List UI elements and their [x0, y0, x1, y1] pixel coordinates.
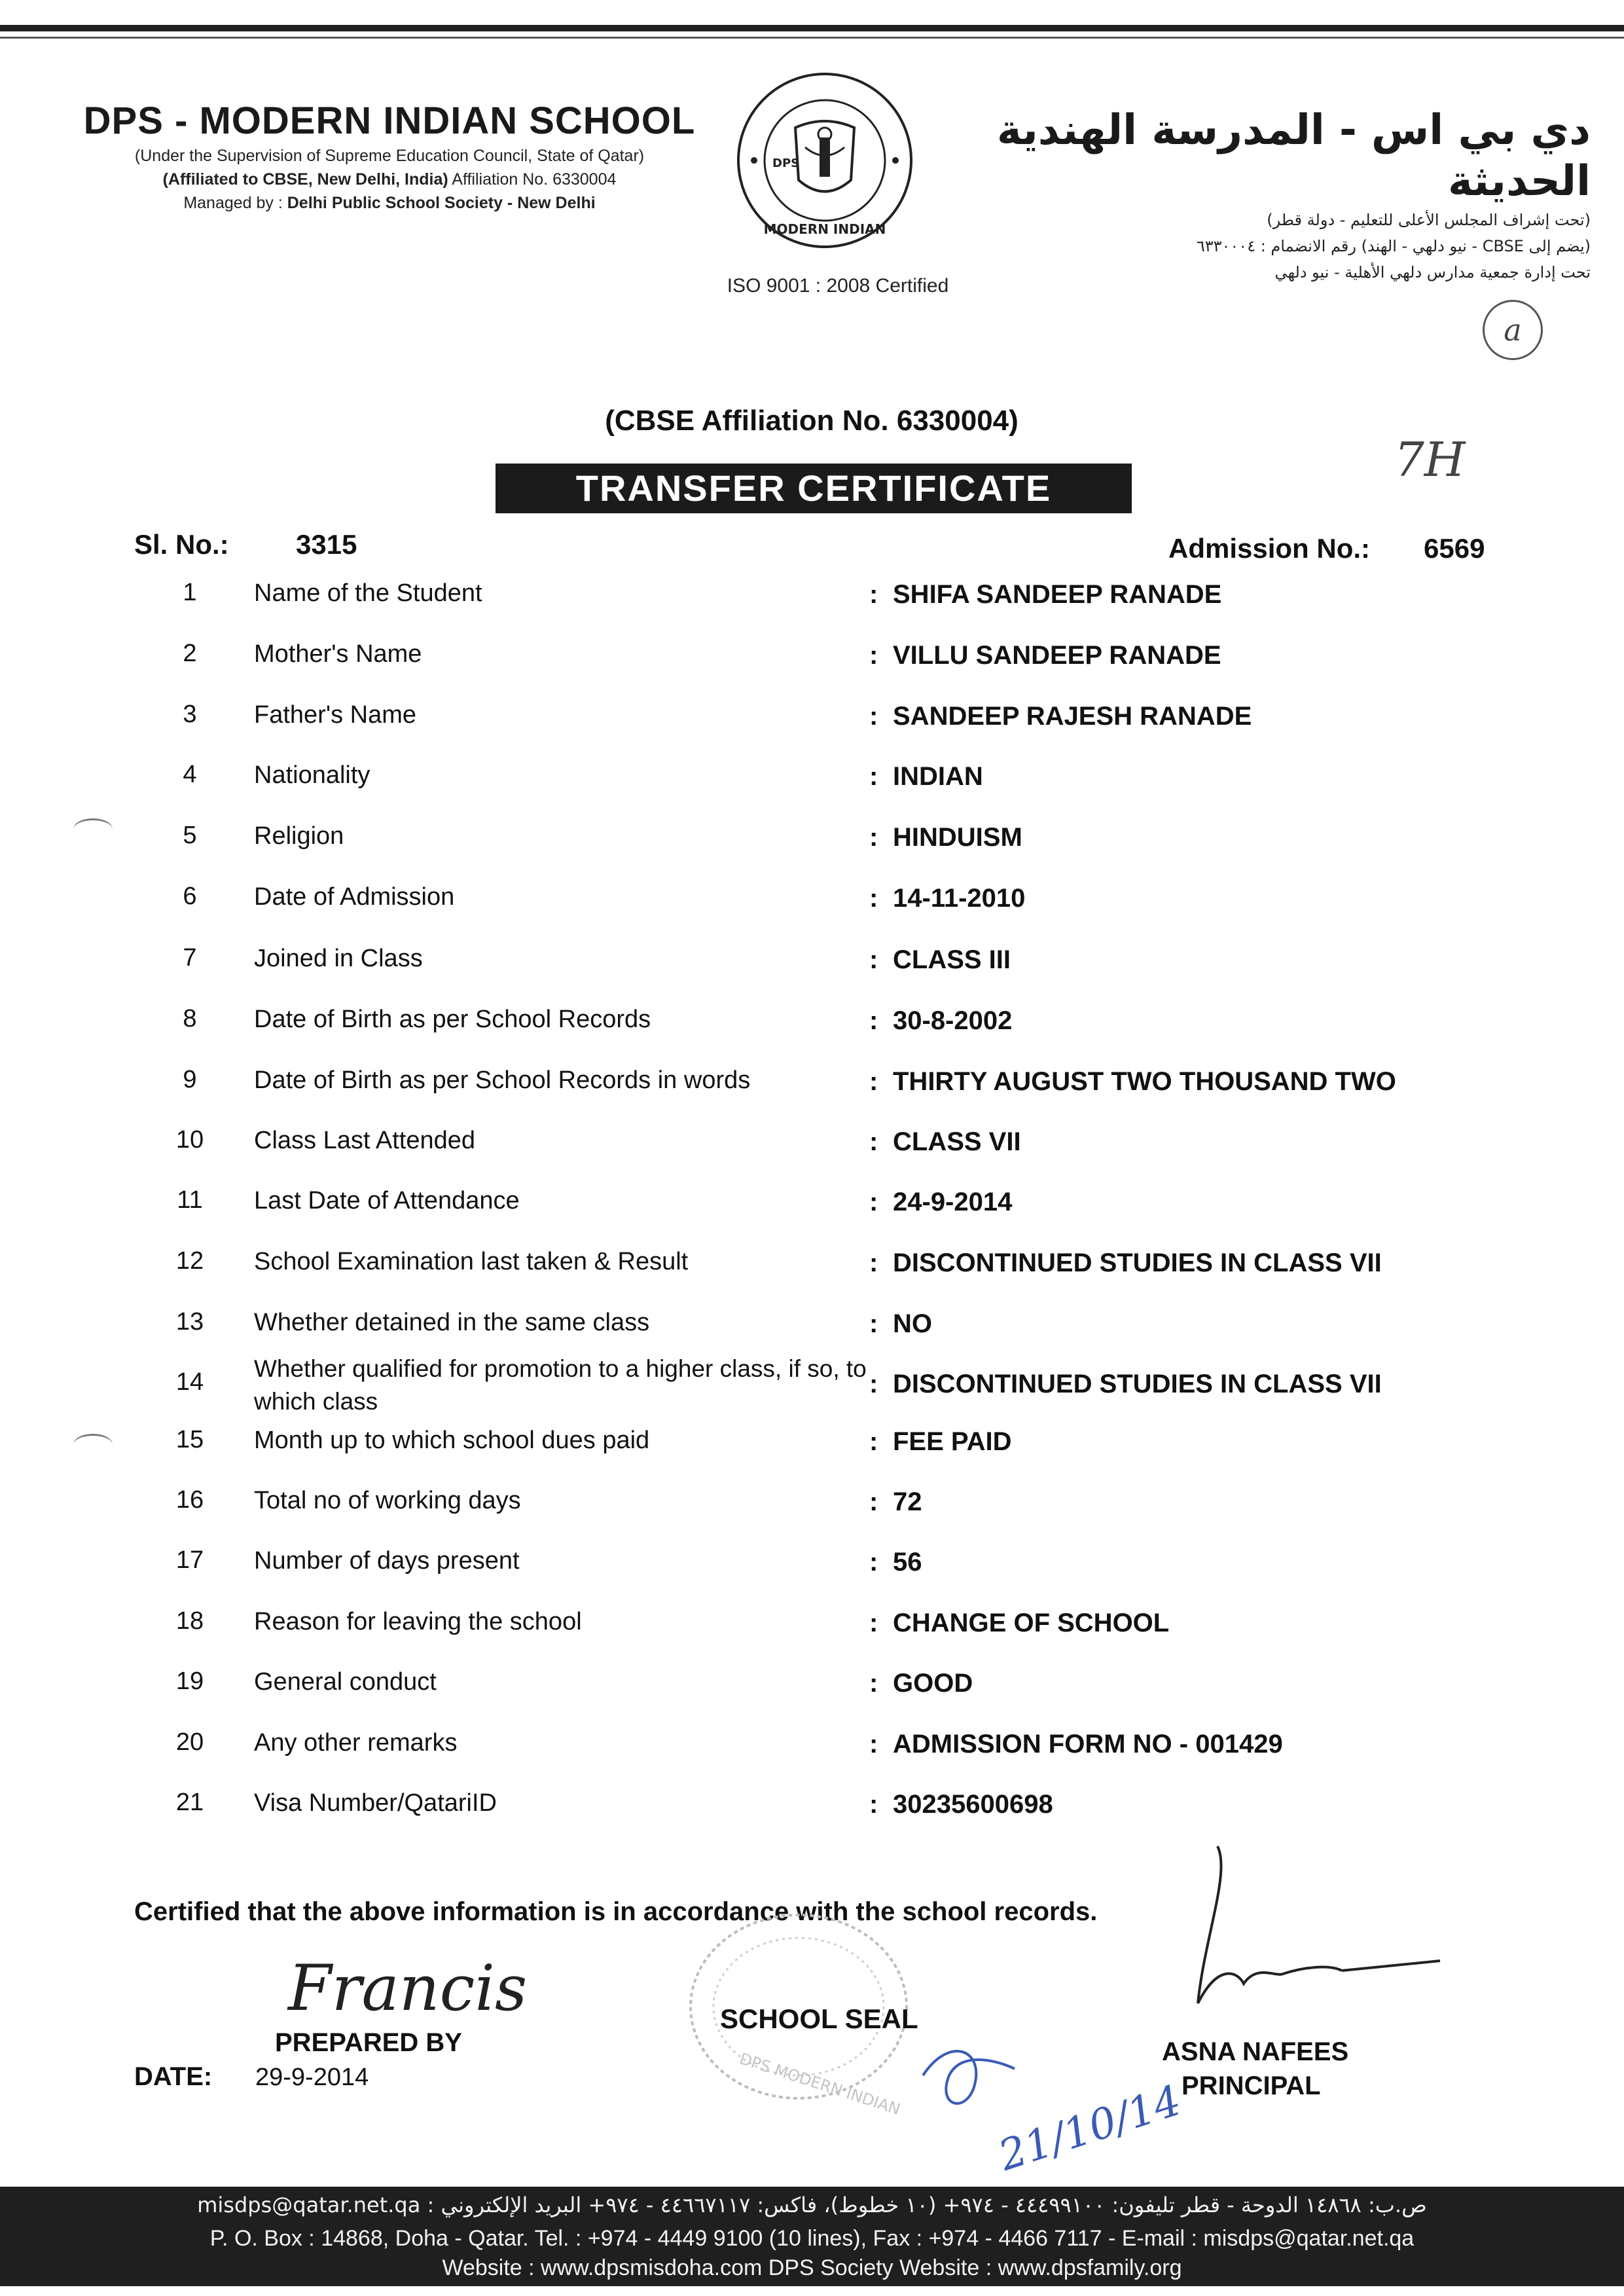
- row-label: Class Last Attended: [254, 1127, 475, 1154]
- row-number: 20: [175, 1728, 204, 1756]
- row-label: Religion: [254, 822, 344, 850]
- arabic-affiliation: (يضم إلى CBSE - نيو دلهي - الهند) رقم الانضمام : ٦٣٣٠٠٠٤: [1196, 237, 1591, 255]
- row-label: Visa Number/QatariID: [254, 1789, 497, 1817]
- row-number: 19: [175, 1667, 204, 1695]
- row-number: 3: [183, 701, 197, 728]
- row-colon: :: [869, 1548, 878, 1576]
- footer-websites: Website : www.dpsmisdoha.com DPS Society Website : www.dpsfamily.org: [442, 2255, 1182, 2280]
- school-name: DPS - MODERN INDIAN SCHOOL: [83, 100, 696, 142]
- row-label: Reason for leaving the school: [254, 1608, 582, 1635]
- row-number: 21: [175, 1789, 204, 1816]
- arabic-supervision: (تحت إشراف المجلس الأعلى للتعليم - دولة قطر): [1267, 211, 1591, 229]
- row-date-of-birth: [0, 997, 1624, 1049]
- row-promotion: [0, 1355, 1624, 1415]
- serial-number-value: 3315: [296, 529, 357, 560]
- row-joined-class: [0, 936, 1624, 989]
- row-colon: :: [869, 945, 878, 974]
- school-seal-label: SCHOOL SEAL: [720, 2003, 918, 2034]
- row-date-of-birth-words: [0, 1058, 1624, 1110]
- svg-text:Francis: Francis: [288, 1952, 528, 2025]
- row-value: 72: [893, 1487, 922, 1516]
- row-label: School Examination last taken & Result: [254, 1248, 689, 1275]
- row-colon: :: [869, 580, 878, 609]
- row-colon: :: [869, 1790, 878, 1819]
- row-number: 16: [175, 1486, 204, 1514]
- row-value: THIRTY AUGUST TWO THOUSAND TWO: [893, 1067, 1396, 1096]
- arabic-managed-by: تحت إدارة جمعية مدارس دلهي الأهلية - نيو دلهي: [1274, 263, 1591, 282]
- row-visa-qatari-id: [0, 1781, 1624, 1833]
- school-name-arabic: دي بي اس - المدرسة الهندية الحديثة: [996, 106, 1591, 206]
- row-label: Whether qualified for promotion to a higher class, if so, to which class: [254, 1355, 867, 1415]
- row-colon: :: [869, 1609, 878, 1637]
- row-value: INDIAN: [893, 762, 983, 791]
- row-number: 7: [183, 944, 197, 972]
- handwritten-class-mark: 7H: [1394, 432, 1466, 487]
- row-value: 24-9-2014: [893, 1188, 1013, 1216]
- svg-text:21/10/14: 21/10/14: [993, 2076, 1187, 2181]
- row-label: Joined in Class: [254, 945, 423, 972]
- row-colon: :: [869, 884, 878, 913]
- row-last-date-attendance: [0, 1178, 1624, 1231]
- row-label: Date of Birth as per School Records: [254, 1006, 651, 1033]
- row-colon: :: [869, 762, 878, 791]
- row-label: Name of the Student: [254, 579, 482, 607]
- certification-statement: Certified that the above information is in accordance with the school records.: [134, 1897, 1098, 1926]
- row-reason-leaving: [0, 1599, 1624, 1652]
- row-colon: :: [869, 1006, 878, 1035]
- row-value: 14-11-2010: [893, 884, 1026, 913]
- row-number: 14: [175, 1368, 204, 1396]
- footer-contact: P. O. Box : 14868, Doha - Qatar. Tel. : +974 - 4449 9100 (10 lines), Fax : +974 - 4466 7117 - E-mail : misdps@qatar.net.qa: [209, 2226, 1415, 2251]
- row-colon: :: [869, 1127, 878, 1156]
- row-number: 5: [183, 822, 197, 849]
- row-colon: :: [869, 702, 878, 731]
- row-student-name: [0, 571, 1624, 623]
- prepared-by-signature: [281, 1938, 528, 2036]
- prepared-by-label: PREPARED BY: [275, 2028, 462, 2057]
- row-religion: [0, 814, 1624, 866]
- row-value: GOOD: [893, 1669, 973, 1698]
- row-value: FEE PAID: [893, 1427, 1012, 1456]
- admission-number-value: 6569: [1424, 533, 1485, 564]
- row-number: 9: [183, 1066, 197, 1093]
- row-label: Nationality: [254, 761, 370, 789]
- row-date-of-admission: [0, 875, 1624, 927]
- row-label: Any other remarks: [254, 1729, 458, 1757]
- principal-signature: [1178, 1833, 1453, 2030]
- svg-text:DPS: DPS: [772, 156, 800, 170]
- row-number: 1: [183, 579, 197, 606]
- svg-text:DPS MODERN INDIAN: DPS MODERN INDIAN: [737, 2049, 903, 2119]
- row-nationality: [0, 753, 1624, 805]
- cbse-affiliation: (CBSE Affiliation No. 6330004): [605, 405, 1019, 437]
- principal-title: PRINCIPAL: [1182, 2071, 1321, 2100]
- row-value: ADMISSION FORM NO - 001429: [893, 1730, 1283, 1758]
- row-value: CLASS III: [893, 945, 1011, 974]
- row-colon: :: [869, 1309, 878, 1338]
- row-other-remarks: [0, 1721, 1624, 1773]
- handwritten-blue-date: [910, 2023, 1187, 2181]
- row-colon: :: [869, 1248, 878, 1277]
- row-colon: :: [869, 1188, 878, 1216]
- row-colon: :: [869, 1067, 878, 1096]
- row-last-exam-result: [0, 1239, 1624, 1292]
- row-father-name: [0, 693, 1624, 745]
- row-working-days: [0, 1478, 1624, 1531]
- row-value: CHANGE OF SCHOOL: [893, 1609, 1170, 1637]
- row-number: 11: [177, 1186, 203, 1214]
- row-label: Date of Birth as per School Records in words: [254, 1066, 751, 1094]
- row-days-present: [0, 1539, 1624, 1591]
- row-number: 17: [175, 1546, 204, 1574]
- row-number: 10: [175, 1126, 204, 1154]
- row-label: Month up to which school dues paid: [254, 1427, 650, 1454]
- date-value: 29-9-2014: [255, 2064, 369, 2091]
- row-value: NO: [893, 1309, 932, 1338]
- header-managed-society: Delhi Public School Society - New Delhi: [287, 194, 596, 212]
- admission-number-label: Admission No.:: [1168, 533, 1371, 564]
- header-managed-prefix: Managed by :: [183, 194, 287, 212]
- row-value: CLASS VII: [893, 1127, 1021, 1156]
- row-label: General conduct: [254, 1668, 437, 1696]
- serial-number-label: Sl. No.:: [134, 529, 229, 560]
- row-label: Date of Admission: [254, 883, 455, 911]
- row-label: Last Date of Attendance: [254, 1187, 520, 1214]
- row-value: 30-8-2002: [893, 1006, 1013, 1035]
- handwritten-circle-mark: a: [1483, 300, 1543, 360]
- row-mother-name: [0, 632, 1624, 684]
- row-general-conduct: [0, 1660, 1624, 1712]
- row-colon: :: [869, 1427, 878, 1456]
- row-label: Number of days present: [254, 1547, 520, 1575]
- row-label: Whether detained in the same class: [254, 1309, 650, 1336]
- row-number: 18: [175, 1607, 204, 1635]
- row-label: Mother's Name: [254, 640, 422, 668]
- row-value: SANDEEP RAJESH RANADE: [893, 702, 1252, 731]
- row-colon: :: [869, 1669, 878, 1698]
- row-detained: [0, 1300, 1624, 1353]
- row-number: 4: [183, 761, 197, 788]
- row-number: 8: [183, 1005, 197, 1032]
- row-value: VILLU SANDEEP RANADE: [893, 641, 1221, 670]
- row-colon: :: [869, 641, 878, 670]
- row-colon: :: [869, 1487, 878, 1516]
- row-colon: :: [869, 1730, 878, 1758]
- row-number: 15: [175, 1426, 204, 1453]
- row-label: Total no of working days: [254, 1487, 521, 1514]
- header-affiliation-no: Affiliation No. 6330004: [448, 170, 617, 189]
- row-dues-paid: [0, 1418, 1624, 1470]
- header-affiliation-bold: (Affiliated to CBSE, New Delhi, India): [162, 170, 448, 189]
- row-number: 6: [183, 883, 197, 910]
- row-number: 2: [183, 640, 197, 667]
- row-value: SHIFA SANDEEP RANADE: [893, 580, 1222, 609]
- row-colon: :: [869, 823, 878, 852]
- row-class-last-attended: [0, 1118, 1624, 1171]
- date-label: DATE:: [134, 2062, 213, 2091]
- certificate-title: TRANSFER CERTIFICATE: [496, 464, 1132, 513]
- row-value: 30235600698: [893, 1790, 1053, 1819]
- page-footer: [0, 2187, 1624, 2286]
- row-colon: :: [869, 1370, 878, 1398]
- row-label: Father's Name: [254, 701, 417, 729]
- header-supervision: (Under the Supervision of Supreme Education Council, State of Qatar): [134, 147, 645, 165]
- row-value: 56: [893, 1548, 922, 1576]
- row-number: 13: [175, 1308, 204, 1336]
- footer-arabic: ص.ب: ١٤٨٦٨ الدوحة - قطر تليفون: ٤٤٤٩٩١٠٠ - ٩٧٤+ (١٠ خطوط)، فاكس: ٤٤٦٦٧١١٧ - ٩٧٤+ البريد الإلكتروني : misdps@qatar.net.qa: [197, 2193, 1427, 2217]
- principal-name: ASNA NAFEES: [1162, 2037, 1349, 2066]
- row-value: HINDUISM: [893, 823, 1022, 852]
- row-value: DISCONTINUED STUDIES IN CLASS VII: [893, 1248, 1382, 1277]
- svg-text:MODERN INDIAN: MODERN INDIAN: [763, 221, 886, 237]
- row-value: DISCONTINUED STUDIES IN CLASS VII: [893, 1370, 1382, 1398]
- iso-certification: ISO 9001 : 2008 Certified: [727, 275, 949, 297]
- row-number: 12: [175, 1247, 204, 1275]
